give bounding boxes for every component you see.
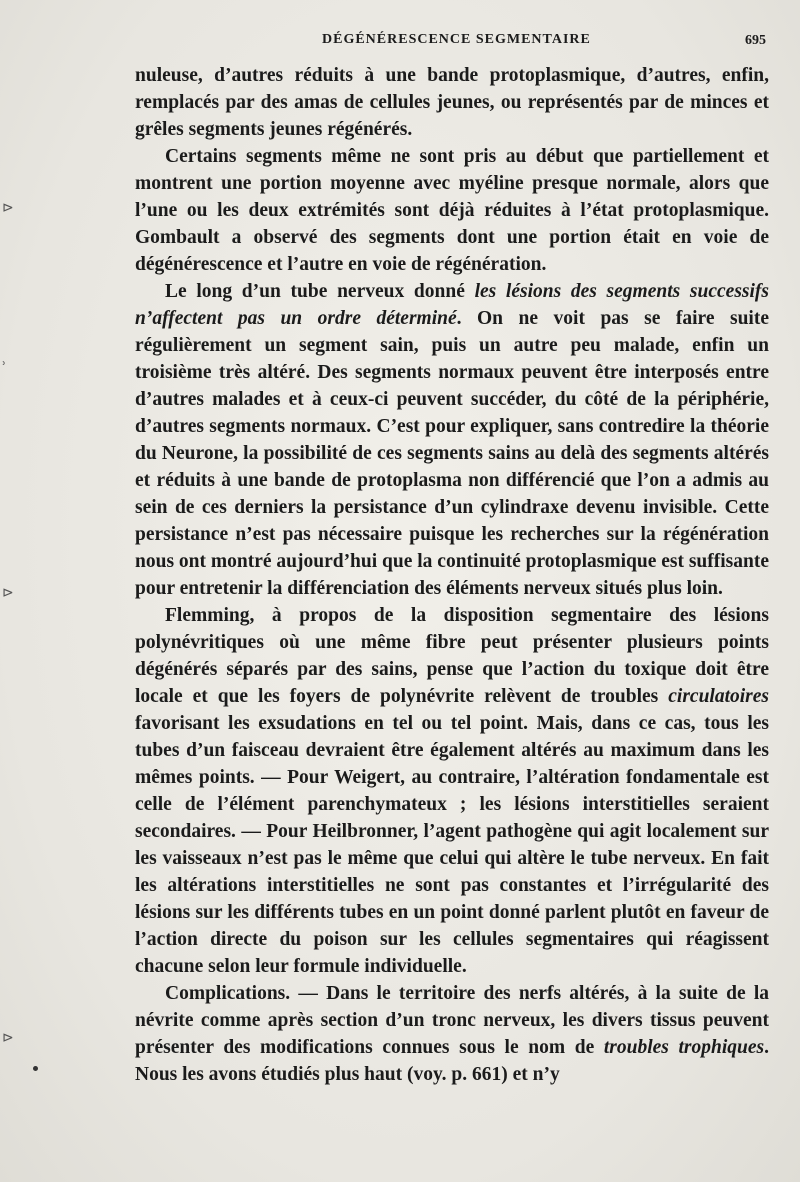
page-header [0,30,800,54]
paragraph-p5 [135,980,769,1088]
paragraph-text: . Nous les avons étudiés plus haut (voy. p. 661) et n’y [135,1037,770,1085]
paragraph-text: . On ne voit pas se faire suite régulièrement un segment sain, puis un autre peu malade, enfin un troisième très altéré. Des segments normaux peuvent être interposés entre d’autres malades et à ceux-ci peuvent succéder, du côté de la périphérie, d’autres segments normaux. C’est pour expliquer, sans contredire la théorie du Neurone, la possibilité de ces segments sains au delà des segments altérés et réduits à une bande de protoplasma non différencié que l’on a admis au sein de ces derniers la persistance d’un cylindraxe devenu invisible. Cette persistance n’est pas nécessaire puisque les recherches sur la régénération nous ont montré aujourd’hui que la continuité protoplasmique est suffisante pour entretenir la différenciation des éléments nerveux situés plus loin. [135,308,770,599]
running-title: DÉGÉNÉRESCENCE SEGMENTAIRE [322,32,591,47]
paragraph-p3 [135,278,769,602]
body-text [135,62,769,1088]
emphasis-text: troubles trophiques [603,1037,765,1058]
paragraph-p1 [135,62,769,143]
margin-tick-icon: ʾ [2,360,7,376]
page-number: 695 [745,33,766,48]
paragraph-p2 [135,143,769,278]
paragraph-text: Certains segments même ne sont pris au début que partiellement et montrent une portion moyenne avec myéline presque normale, alors que l’une ou les deux extrémités sont déjà réduites à l’état protoplasmique. Gombault a observé des segments dont une portion était en voie de dégénérescence et l’autre en voie de régénération. [135,146,769,275]
margin-arrow-icon: ⊳ [2,200,14,216]
emphasis-text: circulatoires [668,686,769,707]
margin-arrow-icon: ⊳ [2,585,14,601]
emphasis-text: les lésions des segments successifs n’affectent pas un ordre déterminé [135,281,769,329]
margin-dot-icon [33,1066,38,1071]
margin-arrow-icon: ⊳ [2,1030,14,1046]
section-heading: Complications. — [165,983,327,1004]
paragraph-text: favorisant les exsudations en tel ou tel point. Mais, dans ce cas, tous les tubes d’un faisceau devraient être également altérés au maximum dans les mêmes points. — Pour Weigert, au contraire, l’altération fondamentale est celle de l’élément parenchymateux ; les lésions interstitielles seraient secondaires. — Pour Heilbronner, l’agent pathogène qui agit localement sur les vaisseaux n’est pas le même que celui qui altère le tube nerveux. En fait les altérations interstitielles ne sont pas constantes et l’irrégularité des lésions sur les différents tubes en un point donné parlent plutôt en faveur de l’action directe du poison sur les cellules segmentaires qui réagissent chacune selon leur formule individuelle. [135,713,769,977]
paragraph-text: Dans le territoire des nerfs altérés, à la suite de la névrite comme après section d’un tronc nerveux, les divers tissus peuvent présenter des modifications connues sous le nom de [135,983,769,1058]
paragraph-text: nuleuse, d’autres réduits à une bande protoplasmique, d’autres, enfin, remplacés par des amas de cellules jeunes, ou représentés par de minces et grêles segments jeunes régénérés. [135,65,769,140]
paragraph-text: Flemming, à propos de la disposition segmentaire des lésions polynévritiques où une même fibre peut présenter plusieurs points dégénérés séparés par des sains, pense que l’action du toxique doit être locale et que les foyers de polynévrite relèvent de troubles [135,605,769,707]
paragraph-text: Le long d’un tube nerveux donné [165,281,475,302]
paragraph-p4 [135,602,769,980]
